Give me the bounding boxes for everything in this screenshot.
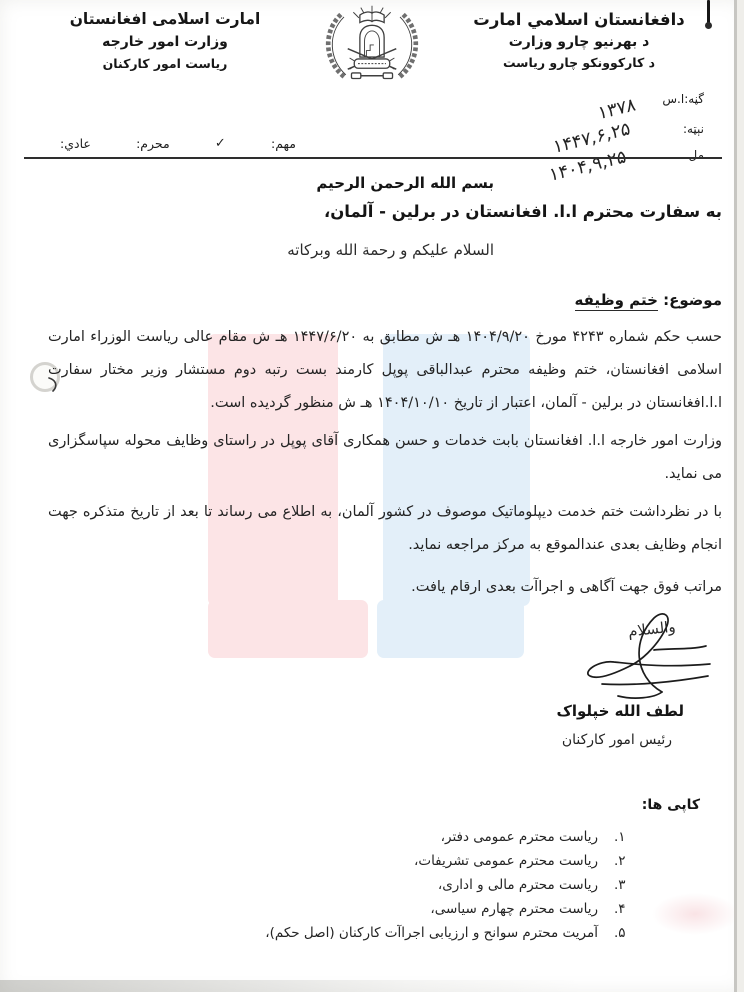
paragraph-decree: حسب حکم شماره ۴۲۴۳ مورخ ۱۴۰۴/۹/۲۰ هـ ش مطابق به ۱۴۴۷/۶/۲۰ هـ ش مقام عالی ریاست الوزراء امارت اسلامی افغانستان، ختم وظیفه محترم عبدالباقی پوپل کارمند بست رتبه دوم مستشار وزیر مختار سفارت ا.ا.افغانستان در برلین - آلمان، اعتبار از تاریخ ۱۴۰۴/۱۰/۱۰ هـ ش منظور گردیده است. [48, 329, 722, 411]
basmala: بسم الله الرحمن الرحیم [316, 174, 494, 192]
classification-ordinary-label: عادي: [60, 136, 91, 151]
copy-item-text: ریاست محترم مالی و اداری، [437, 877, 598, 893]
handwritten-date-lunar: ۱۴۴۷,۶,۲۵ [551, 118, 632, 159]
closing-salutation: والسلام [627, 617, 677, 641]
subject-line [48, 291, 722, 309]
ref-date-label: نېټه: [682, 122, 704, 136]
addressee-line: به سفارت محترم ا.ا. افغانستان در برلین - آلمان، [323, 202, 722, 221]
ref-number-label: گڼه:ا.س [662, 92, 704, 106]
scan-bottom-shadow [0, 980, 580, 992]
copy-item-text: آمریت محترم سوانح و ارزیابی اجراآت کارکنان (اصل حکم)، [265, 925, 598, 941]
checkmark-icon: ✓ [214, 136, 226, 151]
copy-item [220, 825, 632, 849]
letterhead-pashto-line3: د کارکوونکو چارو ریاست [502, 55, 656, 70]
scan-edge-line [734, 0, 737, 992]
copy-item-number: ۱. [614, 829, 626, 845]
national-emblem-icon [316, 2, 428, 86]
paragraph-instruction: با در نظرداشت ختم خدمت دیپلوماتیک موصوف در کشور آلمان، به اطلاع می رساند تا بعد از تاریخ متذکره جهت انجام وظایف بعدی عندالموقع به مرکز مراجعه نماید. [48, 504, 722, 553]
reference-block [524, 88, 704, 187]
signatory-title: رئیس امور کارکنان [561, 732, 672, 748]
signature-block [504, 610, 714, 760]
watermark-blue-block-lower [377, 600, 524, 658]
letterhead-pashto [444, 10, 714, 70]
letterhead-pashto-line2: د بهرنیو چارو وزارت [508, 34, 650, 50]
copy-item-text: ریاست محترم چهارم سیاسی، [430, 901, 598, 917]
copies-section [220, 797, 700, 945]
ref-attachment-label: مل [688, 148, 704, 162]
header-divider [24, 157, 722, 159]
classification-confidential-label: محرم: [136, 136, 170, 151]
copy-item-number: ۲. [614, 853, 626, 869]
letterhead-dari-line2: وزارت امور خارجه [102, 34, 228, 50]
copy-item-number: ۳. [614, 877, 626, 893]
subject-value: ختم وظیفه [574, 291, 658, 309]
handwritten-date-solar: ۱۴۰۴,۹,۲۵ [547, 146, 628, 187]
copy-item [220, 849, 632, 873]
letterhead-dari-line1: امارت اسلامی افغانستان [69, 10, 261, 28]
copy-item [220, 921, 632, 945]
watermark-pink-block-lower [208, 600, 368, 658]
greeting-line: السلام علیکم و رحمة الله وبرکاته [287, 241, 494, 259]
letterhead-dari-line3: ریاست امور کارکنان [102, 56, 228, 71]
letterhead-dari [40, 10, 290, 71]
copy-item [220, 873, 632, 897]
letter-body [48, 174, 722, 604]
signatory-name: لطف الله خپلواک [556, 702, 684, 720]
subject-label: موضوع: [663, 291, 722, 309]
letterhead-pashto-line1: دافغانستان اسلامي امارت [473, 10, 685, 29]
scan-edge-light [737, 0, 744, 992]
copy-item-number: ۴. [614, 901, 626, 917]
classification-row [60, 136, 296, 151]
copy-item-text: ریاست محترم عمومی دفتر، [440, 829, 598, 845]
copies-list [220, 825, 700, 945]
handwritten-ref-number: ۱۳۷۸ [597, 94, 638, 125]
copy-item-number: ۵. [614, 925, 626, 941]
classification-important-label: مهم: [271, 136, 296, 151]
copies-heading: کاپی ها: [641, 797, 700, 813]
copy-item [220, 897, 632, 921]
paragraph-closing-note: مراتب فوق جهت آگاهی و اجراآت بعدی ارقام یافت. [411, 579, 722, 595]
paragraph-thanks: وزارت امور خارجه ا.ا. افغانستان بابت خدمات و حسن همکاری آقای پوپل در راستای وظایف محوله سپاسگزاری می نماید. [48, 433, 722, 482]
signature-scribble-icon [514, 606, 714, 706]
copy-item-text: ریاست محترم عمومی تشریفات، [414, 853, 598, 869]
